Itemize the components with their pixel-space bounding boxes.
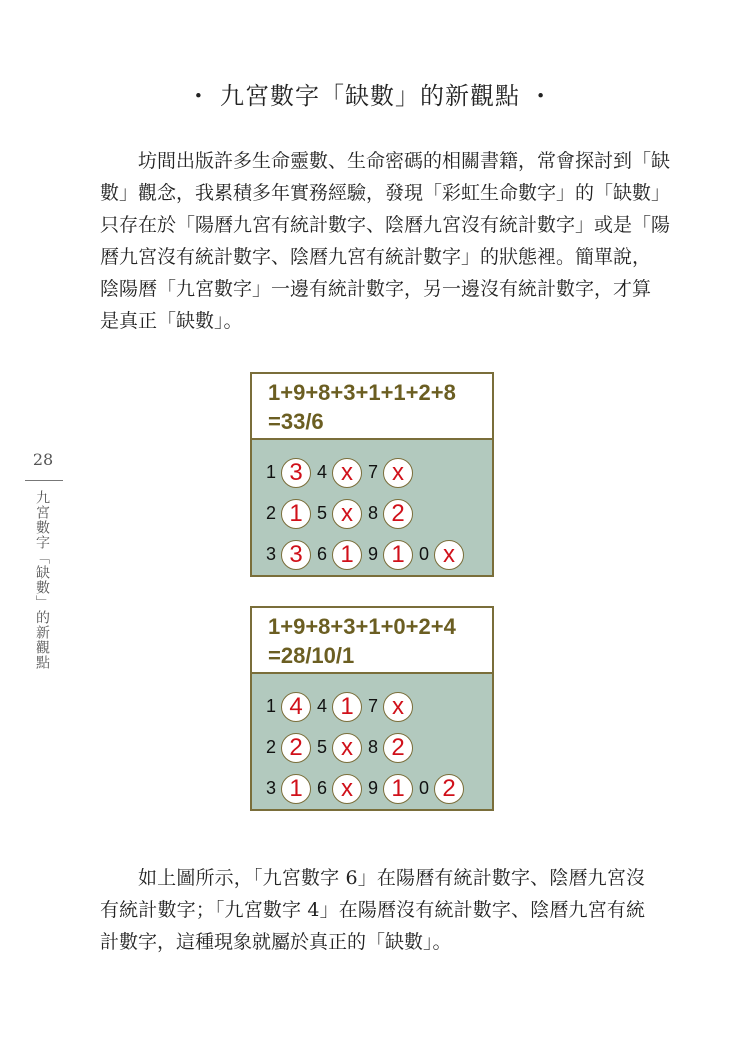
digit-label: 8 (368, 737, 379, 757)
text-line: 數」觀念，我累積多年實務經驗，發現「彩虹生命數字」的「缺數」 (100, 182, 671, 204)
digit-label: 9 (368, 778, 379, 798)
text-line: 陰陽曆「九宮數字」一邊有統計數字，另一邊沒有統計數字，才算 (100, 278, 652, 300)
text-line: 計數字，這種現象就屬於真正的「缺數」。 (100, 931, 452, 953)
page-number: 28 (32, 450, 54, 469)
count-circle: x (332, 774, 362, 804)
count-circle: 3 (281, 458, 311, 488)
running-head: 九宮數字「缺數」的新觀點 (34, 490, 50, 670)
sum-line: 1+9+8+3+1+1+2+8 (268, 380, 456, 405)
text-line: 坊間出版許多生命靈數、生命密碼的相關書籍，常會探討到「缺 (138, 150, 671, 172)
digit-label: 5 (317, 503, 328, 523)
count-circle: 1 (383, 774, 413, 804)
text-line: 如上圖所示，「九宮數字 6」在陽曆有統計數字、陰曆九宮沒 (138, 867, 645, 889)
digit-label: 1 (266, 462, 277, 482)
text-line: 曆九宮沒有統計數字、陰曆九宮有統計數字」的狀態裡。簡單說， (100, 246, 652, 268)
digit-label: 6 (317, 544, 328, 564)
count-circle: x (332, 458, 362, 488)
text-line: 只存在於「陽曆九宮有統計數字、陰曆九宮沒有統計數字」或是「陽 (100, 214, 671, 236)
count-circle: 4 (281, 692, 311, 722)
grid-row (266, 727, 492, 768)
count-circle: 1 (281, 499, 311, 529)
count-circle: 2 (383, 499, 413, 529)
text-line: 是真正「缺數」。 (100, 310, 243, 332)
figure-chart-2 (250, 606, 494, 811)
digit-label: 0 (419, 544, 430, 564)
sum-header (252, 374, 492, 440)
count-circle: 1 (332, 692, 362, 722)
digit-label: 3 (266, 544, 277, 564)
text-line: 有統計數字；「九宮數字 4」在陽曆沒有統計數字、陰曆九宮有統 (100, 899, 645, 921)
grid-row (266, 452, 492, 493)
intro-paragraph (100, 145, 671, 337)
sum-result: =28/10/1 (268, 643, 355, 668)
digit-label: 7 (368, 696, 379, 716)
sum-header (252, 608, 492, 674)
count-circle: 2 (383, 733, 413, 763)
number-grid (252, 674, 492, 809)
digit-label: 0 (419, 778, 430, 798)
divider (25, 480, 63, 481)
number-grid (252, 440, 492, 575)
page-title: ・ 九宮數字「缺數」的新觀點 ・ (186, 82, 554, 110)
count-circle: x (434, 540, 464, 570)
count-circle: 1 (281, 774, 311, 804)
grid-row (266, 686, 492, 727)
count-circle: x (332, 733, 362, 763)
count-circle: x (383, 458, 413, 488)
count-circle: 1 (383, 540, 413, 570)
digit-label: 7 (368, 462, 379, 482)
digit-label: 5 (317, 737, 328, 757)
digit-label: 4 (317, 462, 328, 482)
figure-chart-1 (250, 372, 494, 577)
count-circle: 2 (434, 774, 464, 804)
digit-label: 8 (368, 503, 379, 523)
digit-label: 4 (317, 696, 328, 716)
digit-label: 2 (266, 503, 277, 523)
sum-result: =33/6 (268, 409, 324, 434)
count-circle: x (383, 692, 413, 722)
grid-row (266, 768, 492, 809)
sum-line: 1+9+8+3+1+0+2+4 (268, 614, 456, 639)
digit-label: 6 (317, 778, 328, 798)
digit-label: 9 (368, 544, 379, 564)
digit-label: 1 (266, 696, 277, 716)
count-circle: 2 (281, 733, 311, 763)
grid-row (266, 493, 492, 534)
digit-label: 3 (266, 778, 277, 798)
conclusion-paragraph (100, 862, 645, 958)
count-circle: x (332, 499, 362, 529)
grid-row (266, 534, 492, 575)
digit-label: 2 (266, 737, 277, 757)
count-circle: 3 (281, 540, 311, 570)
count-circle: 1 (332, 540, 362, 570)
